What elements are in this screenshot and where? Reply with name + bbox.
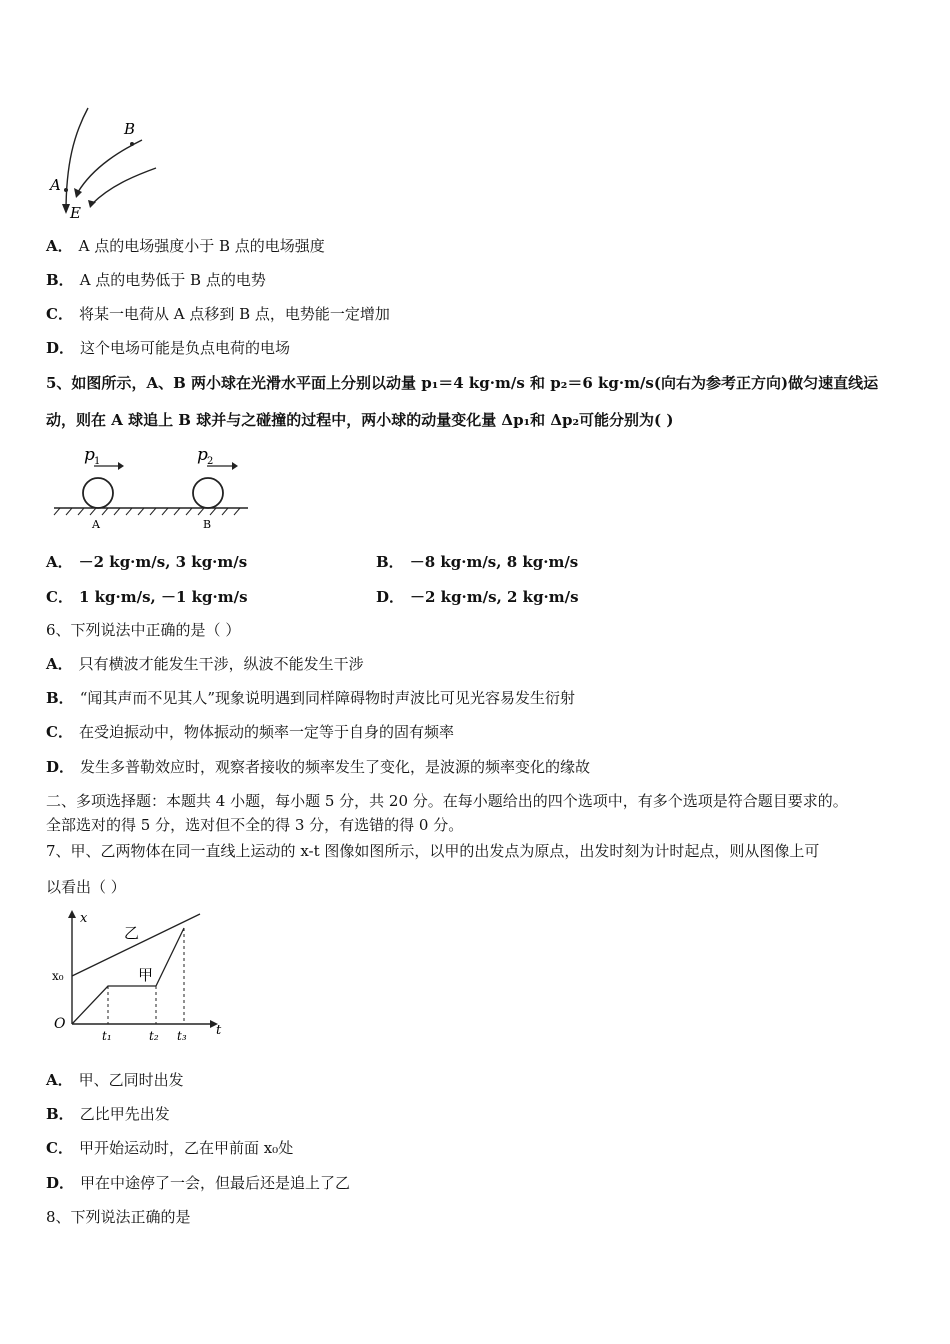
ball-a xyxy=(83,478,113,508)
field-e-label: E xyxy=(70,204,81,222)
xt-graph-figure xyxy=(48,906,234,1044)
q5-option-a: A． －2 kg·m/s, 3 kg·m/s xyxy=(46,553,248,571)
q7-stem-line1: 7、甲、乙两物体在同一直线上运动的 x-t 图像如图所示，以甲的出发点为原点，出发时刻为计时起点，则从图像上可 xyxy=(46,842,820,860)
field-line-middle xyxy=(78,140,142,192)
origin-label: O xyxy=(54,1016,66,1032)
point-b-label: B xyxy=(124,120,136,138)
q6-stem: 6、下列说法中正确的是（ ） xyxy=(46,621,241,639)
q4-option-a: A． A 点的电场强度小于 B 点的电场强度 xyxy=(46,237,325,255)
q7-option-b: B． 乙比甲先出发 xyxy=(46,1105,170,1123)
q6-option-a: A． 只有横波才能发生干涉，纵波不能发生干涉 xyxy=(46,655,364,673)
q7-option-d: D． 甲在中途停了一会，但最后还是追上了乙 xyxy=(46,1174,351,1192)
line-jia xyxy=(72,928,184,1024)
q6-option-b: B． “闻其声而不见其人”现象说明遇到同样障碍物时声波比可见光容易发生衍射 xyxy=(46,689,576,707)
line-yi-label: 乙 xyxy=(124,924,140,942)
q4-option-d: D． 这个电场可能是负点电荷的电场 xyxy=(46,339,291,357)
q8-stem: 8、下列说法正确的是 xyxy=(46,1208,191,1226)
t3-label: t₃ xyxy=(177,1029,187,1043)
ball-b xyxy=(193,478,223,508)
line-jia-label: 甲 xyxy=(138,966,154,984)
q5-option-c: C． 1 kg·m/s, －1 kg·m/s xyxy=(46,588,248,606)
p1-label: p xyxy=(84,445,95,465)
q6-option-d: D． 发生多普勒效应时，观察者接收的频率发生了变化，是波源的频率变化的缘故 xyxy=(46,758,591,776)
q5-stem-line1: 5、如图所示，A、B 两小球在光滑水平面上分别以动量 p₁＝4 kg·m/s 和 p₂＝6 kg·m/s(向右为参考正方向)做匀速直线运 xyxy=(46,374,879,392)
point-a-label: A xyxy=(50,176,61,194)
p2-label: p xyxy=(197,445,208,465)
q5-stem-line2: 动，则在 A 球追上 B 球并与之碰撞的过程中，两小球的动量变化量 Δp₁和 Δp₂可能分别为( ) xyxy=(46,411,674,429)
q6-option-c: C． 在受迫振动中，物体振动的频率一定等于自身的固有频率 xyxy=(46,723,454,741)
electric-field-figure xyxy=(44,104,174,222)
q7-stem-line2: 以看出（ ） xyxy=(46,878,126,896)
q4-option-b: B． A 点的电势低于 B 点的电势 xyxy=(46,271,266,289)
q5-option-d: D． －2 kg·m/s, 2 kg·m/s xyxy=(376,588,579,606)
x-axis-label: x xyxy=(80,911,88,926)
field-line-right xyxy=(92,168,156,204)
t1-label: t₁ xyxy=(102,1029,112,1043)
momentum-balls-figure xyxy=(52,440,252,534)
q7-option-c: C． 甲开始运动时，乙在甲前面 x₀处 xyxy=(46,1139,294,1157)
ball-a-label: A xyxy=(92,518,100,531)
q4-option-c: C． 将某一电荷从 A 点移到 B 点，电势能一定增加 xyxy=(46,305,390,323)
section2-heading-line1: 二、多项选择题：本题共 4 小题，每小题 5 分，共 20 分。在每小题给出的四个选项中，有多个选项是符合题目要求的。 xyxy=(46,792,848,810)
ball-b-label: B xyxy=(203,518,212,531)
x0-label: x₀ xyxy=(52,969,64,983)
section2-heading-line2: 全部选对的得 5 分，选对但不全的得 3 分，有选错的得 0 分。 xyxy=(46,816,464,834)
q5-option-b: B． －8 kg·m/s, 8 kg·m/s xyxy=(376,553,579,571)
t-axis-label: t xyxy=(216,1023,222,1038)
p2-subscript: 2 xyxy=(207,456,214,467)
p1-subscript: 1 xyxy=(94,456,101,467)
q7-option-a: A． 甲、乙同时出发 xyxy=(46,1071,184,1089)
t2-label: t₂ xyxy=(149,1029,159,1043)
